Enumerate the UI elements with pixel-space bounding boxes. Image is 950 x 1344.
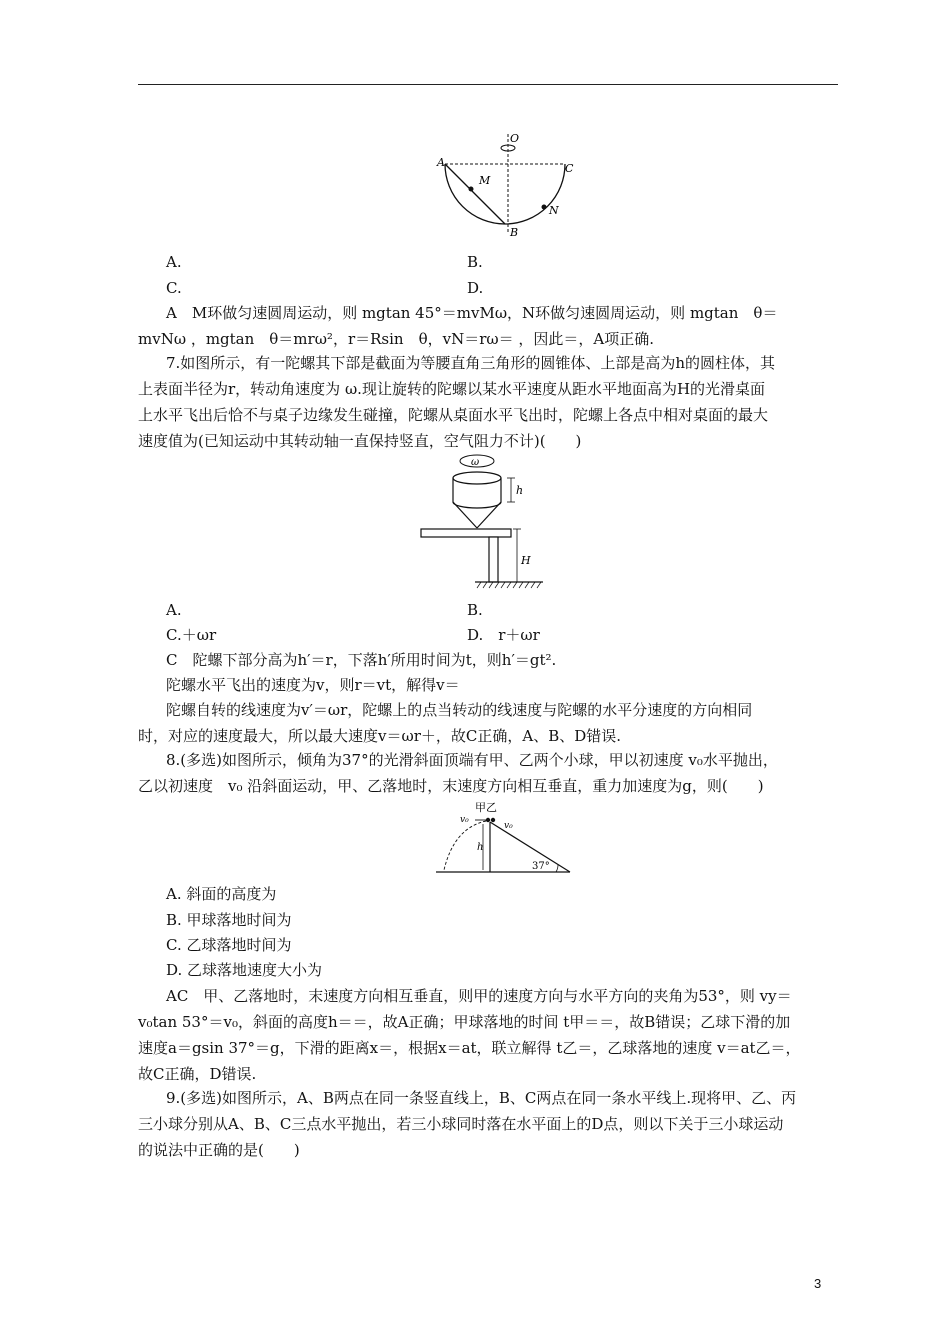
ball-jia [486, 818, 490, 822]
page-number: 3 [814, 1276, 822, 1291]
q8-answer-line: 速度a＝gsin 37°＝g，下滑的距离x＝，根据x＝at，联立解得 t乙＝，乙球落地的速度 v＝at乙＝， [138, 1039, 801, 1057]
label-A: A [437, 156, 445, 169]
ball-yi [491, 818, 495, 822]
table-leg [489, 537, 498, 582]
label-angle: 37° [532, 861, 550, 872]
angle-arc [556, 865, 558, 872]
q6-answer-line: A M环做匀速圆周运动，则 mgtan 45°＝mvMω，N环做匀速圆周运动，则 mgtan θ＝ [166, 304, 778, 322]
top-upper-face [453, 472, 501, 484]
q6-answer-line: mvNω ，mgtan θ＝mrω²，r＝Rsin θ，vN＝rω＝ ，因此＝，A项正确. [138, 330, 654, 348]
q7-answer-line: 时，对应的速度最大，所以最大速度v＝ωr＋，故C正确，A、B、D错误. [138, 727, 622, 745]
q6-option-c: C. [166, 279, 182, 297]
q9-stem-line: 三小球分别从A、B、C三点水平抛出，若三小球同时落在水平面上的D点，则以下关于三小球运动 [138, 1115, 784, 1133]
label-H: H [521, 554, 531, 567]
q9-stem-line: 9.(多选)如图所示，A、B两点在同一条竖直线上，B、C两点在同一条水平线上.现将甲、乙、丙 [166, 1089, 797, 1107]
label-N: N [549, 204, 559, 217]
figure-hemisphere-bowl [425, 128, 585, 240]
label-O: O [510, 132, 520, 145]
q7-option-c: C.＋ωr [166, 626, 217, 644]
q8-answer-line: 故C正确，D错误. [138, 1065, 257, 1083]
q8-option-a: A. 斜面的高度为 [166, 885, 277, 903]
q7-stem-line: 上水平飞出后恰不与桌子边缘发生碰撞，陀螺从桌面水平飞出时，陀螺上各点中相对桌面的最大 [138, 406, 769, 424]
ground-hatch [477, 582, 541, 588]
q7-answer-line: 陀螺水平飞出的速度为v，则r＝vt，解得v＝ [166, 676, 460, 694]
q8-option-c: C. 乙球落地时间为 [166, 936, 292, 954]
q7-stem-line: 7.如图所示，有一陀螺其下部是截面为等腰直角三角形的圆锥体、上部是高为h的圆柱体，其 [166, 354, 775, 372]
q6-option-b: B. [467, 253, 483, 271]
label-M: M [479, 174, 491, 187]
cone-right [477, 502, 501, 528]
label-C: C [565, 162, 574, 175]
figure-incline [432, 798, 574, 878]
q8-option-b: B. 甲球落地时间为 [166, 911, 292, 929]
q6-option-a: A. [166, 253, 182, 271]
label-B: B [510, 226, 519, 239]
ring-N [542, 205, 547, 210]
q6-option-d: D. [467, 279, 484, 297]
ring-M [469, 187, 474, 192]
q7-option-b: B. [467, 601, 483, 619]
q8-stem-line: 乙以初速度 v₀ 沿斜面运动，甲、乙落地时，末速度方向相互垂直，重力加速度为g，则( ) [138, 777, 764, 795]
q7-stem-line: 上表面半径为r，转动角速度为 ω.现让旋转的陀螺以某水平速度从距水平地面高为H的光滑桌面 [138, 380, 766, 398]
figure-spinning-top [415, 450, 550, 592]
table-top [421, 529, 511, 537]
q7-option-a: A. [166, 601, 182, 619]
cylinder-bottom [453, 502, 501, 508]
label-h: h [477, 842, 484, 853]
q7-stem-line: 速度值为(已知运动中其转动轴一直保持竖直，空气阻力不计)( ) [138, 432, 582, 450]
q7-answer-line: 陀螺自转的线速度为v′＝ωr，陀螺上的点当转动的线速度与陀螺的水平分速度的方向相同 [166, 701, 753, 719]
cone-left [453, 502, 477, 528]
chord-AB [445, 164, 505, 224]
q7-option-d: D. r＋ωr [467, 626, 540, 644]
q8-stem-line: 8.(多选)如图所示，倾角为37°的光滑斜面顶端有甲、乙两个小球，甲以初速度 v₀水平抛出， [166, 751, 778, 769]
label-h: h [516, 484, 524, 497]
q8-answer-line: AC 甲、乙落地时，末速度方向相互垂直，则甲的速度方向与水平方向的夹角为53°，则 vy＝ [166, 987, 792, 1005]
header-rule [138, 84, 838, 85]
q7-answer-line: C 陀螺下部分高为h′＝r，下落h′所用时间为t，则h′＝gt². [166, 651, 557, 669]
label-omega: ω [471, 457, 480, 468]
q8-option-d: D. 乙球落地速度大小为 [166, 961, 323, 979]
label-balls: 甲乙 [475, 801, 497, 814]
q9-stem-line: 的说法中正确的是( ) [138, 1141, 300, 1159]
label-v0-jia: v₀ [460, 815, 469, 825]
q8-answer-line: v₀tan 53°＝v₀，斜面的高度h＝＝，故A正确；甲球落地的时间 t甲＝＝，故B错误；乙球下滑的加 [138, 1013, 791, 1031]
bowl-arc [445, 164, 565, 224]
label-v0-yi: v₀ [504, 821, 513, 831]
incline-slope [490, 822, 570, 872]
